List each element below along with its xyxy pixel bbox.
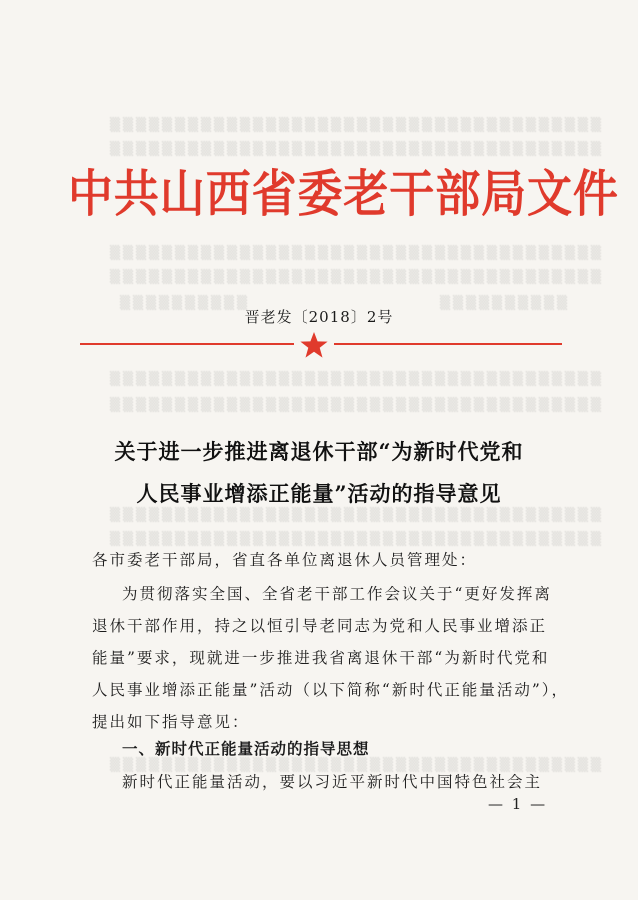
document-number: 晋老发〔2018〕2号 [244, 308, 394, 326]
red-separator-left [80, 343, 294, 345]
document-title-line-2: 人民事业增添正能量”活动的指导意见 [136, 481, 502, 506]
red-separator-right [334, 343, 562, 345]
body-line: 人民事业增添正能量”活动（以下简称“新时代正能量活动”）， [92, 681, 570, 699]
body-line: 提出如下指导意见： [92, 713, 250, 731]
bleed-through-texture: ▒▒▒▒▒▒▒▒▒▒▒▒▒▒▒▒▒▒▒▒▒▒▒▒▒▒▒▒▒▒▒▒▒▒▒▒▒▒ [110, 270, 604, 285]
bleed-through-texture: ▒▒▒▒▒▒▒▒▒▒▒▒▒▒▒▒▒▒▒▒▒▒▒▒▒▒▒▒▒▒▒▒▒▒▒▒▒▒ [110, 142, 604, 157]
document-masthead: 中共山西省委老干部局文件 [68, 164, 619, 223]
bleed-through-texture: ▒▒▒▒▒▒▒▒▒▒▒▒▒▒▒▒▒▒▒▒▒▒▒▒▒▒▒▒▒▒▒▒▒▒▒▒▒▒ [110, 246, 604, 261]
document-title-line-1: 关于进一步推进离退休干部“为新时代党和 [114, 439, 524, 464]
bleed-through-texture: ▒▒▒▒▒▒▒▒▒▒▒▒▒▒▒▒▒▒▒▒▒▒▒▒▒▒▒▒▒▒▒▒▒▒▒▒▒▒ [110, 372, 604, 387]
red-star-icon [299, 331, 329, 359]
bleed-through-texture: ▒▒▒▒▒▒▒▒▒▒▒▒▒▒▒▒▒▒▒▒▒▒▒▒▒▒▒▒▒▒▒▒▒▒▒▒▒▒ [110, 118, 604, 133]
body-line: 退休干部作用，持之以恒引导老同志为党和人民事业增添正 [92, 617, 548, 635]
bleed-through-texture: ▒▒▒▒▒▒▒▒▒▒▒▒▒▒▒▒▒▒▒▒▒▒▒▒▒▒▒▒▒▒▒▒▒▒▒▒▒▒ [110, 398, 604, 413]
bleed-through-texture: ▒▒▒▒▒▒▒▒▒▒▒▒▒▒▒▒▒▒▒▒▒▒▒▒▒▒▒▒▒▒▒▒▒▒▒▒▒▒ [110, 758, 604, 773]
section-body-line: 新时代正能量活动，要以习近平新时代中国特色社会主 [122, 773, 543, 791]
page-number: — 1 — [488, 795, 548, 813]
bleed-through-texture: ▒▒▒▒▒▒▒▒▒▒ [440, 296, 570, 311]
section-heading: 一、新时代正能量活动的指导思想 [122, 739, 370, 758]
bleed-through-texture: ▒▒▒▒▒▒▒▒▒▒ [120, 296, 250, 311]
body-line: 为贯彻落实全国、全省老干部工作会议关于“更好发挥离 [122, 585, 552, 603]
addressee: 各市委老干部局，省直各单位离退休人员管理处： [92, 551, 478, 569]
body-line: 能量”要求，现就进一步推进我省离退休干部“为新时代党和 [92, 649, 550, 667]
bleed-through-texture: ▒▒▒▒▒▒▒▒▒▒▒▒▒▒▒▒▒▒▒▒▒▒▒▒▒▒▒▒▒▒▒▒▒▒▒▒▒▒ [110, 532, 604, 547]
bleed-through-texture: ▒▒▒▒▒▒▒▒▒▒▒▒▒▒▒▒▒▒▒▒▒▒▒▒▒▒▒▒▒▒▒▒▒▒▒▒▒▒ [110, 508, 604, 523]
